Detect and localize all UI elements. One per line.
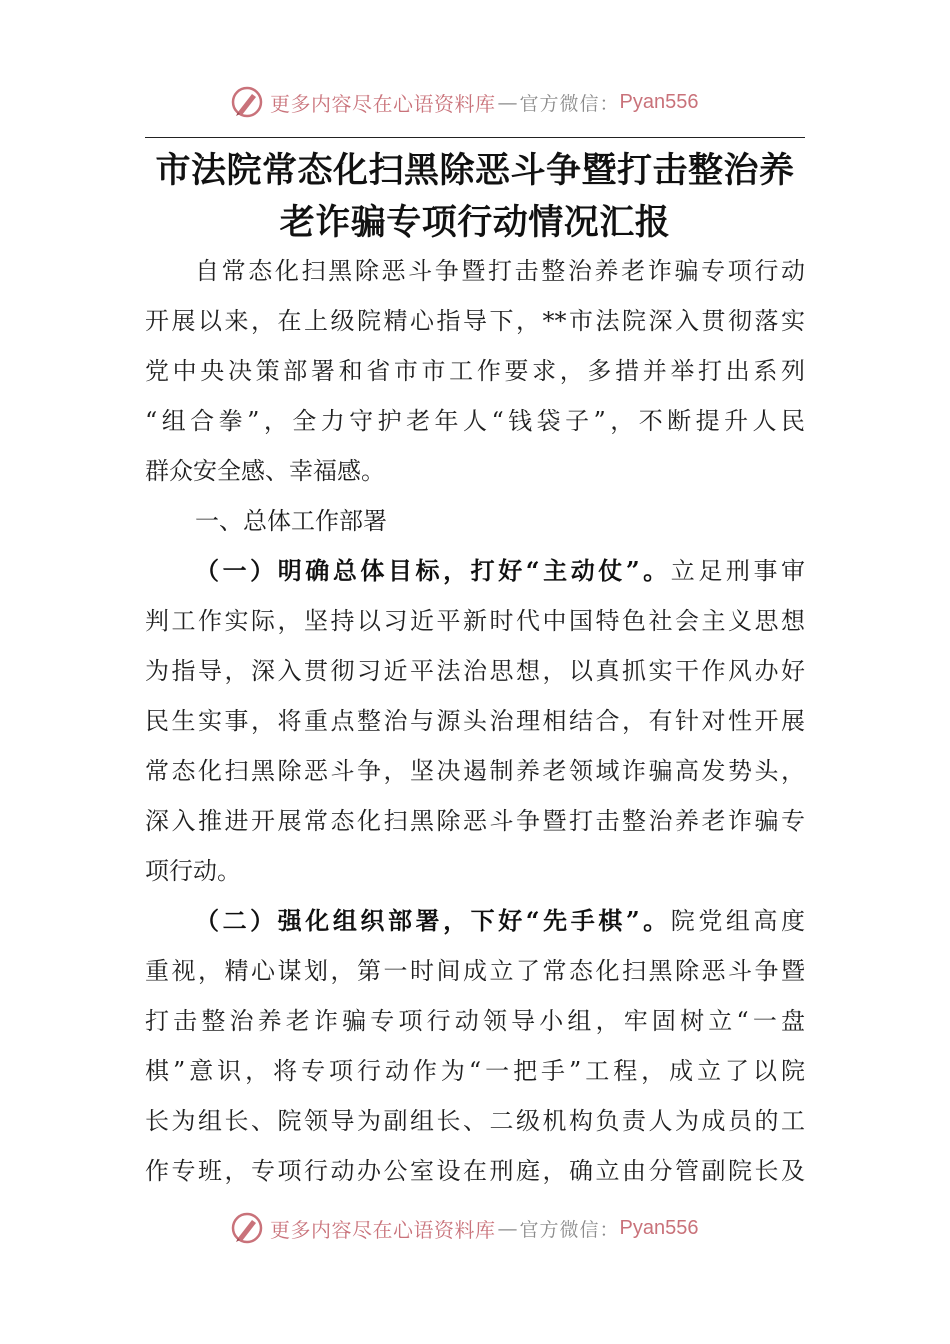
pen-logo-icon	[230, 1211, 264, 1245]
item1-line: 判工作实际，坚持以习近平新时代中国特色社会主义思想	[145, 607, 805, 635]
watermark-handle: Pyan556	[619, 1216, 699, 1239]
watermark-handle: Pyan556	[619, 90, 699, 113]
item1-line: 民生实事，将重点整治与源头治理相结合，有针对性开展	[145, 707, 805, 735]
watermark-label: 官方微信：	[519, 92, 620, 115]
intro-line: 党中央决策部署和省市市工作要求，多措并举打出系列	[145, 357, 805, 385]
watermark-banner-bottom	[230, 1208, 698, 1248]
watermark-label: 官方微信：	[519, 1218, 620, 1241]
item1-line: 项行动。	[145, 857, 241, 885]
item1-line: 为指导，深入贯彻习近平法治思想，以真抓实干作风办好	[145, 657, 805, 685]
item1-first-rest: 立足刑事审	[670, 557, 806, 585]
item1-line: 深入推进开展常态化扫黑除恶斗争暨打击整治养老诈骗专	[145, 807, 805, 835]
section-heading: 一、总体工作部署	[195, 507, 387, 535]
intro-line: 群众安全感、幸福感。	[145, 457, 385, 485]
watermark-dash: —	[497, 1216, 518, 1240]
watermark-slogan: 更多内容尽在心语资料库	[270, 1217, 496, 1242]
watermark-slogan: 更多内容尽在心语资料库	[270, 91, 496, 116]
item1-lead: （一）明确总体目标，打好“主动仗”。	[195, 556, 671, 585]
item2-line: 长为组长、院领导为副组长、二级机构负责人为成员的工	[145, 1107, 805, 1135]
intro-line: 自常态化扫黑除恶斗争暨打击整治养老诈骗专项行动	[195, 257, 805, 285]
title-line-1: 市法院常态化扫黑除恶斗争暨打击整治养	[155, 150, 795, 191]
item2-line: 重视，精心谋划，第一时间成立了常态化扫黑除恶斗争暨	[145, 957, 805, 985]
document-body	[145, 246, 805, 1196]
item2-first-rest: 院党组高度	[670, 907, 806, 935]
intro-line: 开展以来，在上级院精心指导下，**市法院深入贯彻落实	[145, 307, 805, 335]
item1-first-line	[145, 546, 805, 596]
title-line-2: 老诈骗专项行动情况汇报	[279, 202, 671, 243]
header-divider	[145, 137, 805, 138]
intro-line: “组合拳”，全力守护老年人“钱袋子”，不断提升人民	[145, 407, 805, 435]
page-title	[140, 145, 810, 249]
watermark-banner-top	[230, 82, 698, 122]
watermark-dash: —	[497, 90, 518, 114]
item2-line: 棋”意识，将专项行动作为“一把手”工程，成立了以院	[145, 1057, 805, 1085]
item2-line: 打击整治养老诈骗专项行动领导小组，牢固树立“一盘	[145, 1007, 805, 1035]
item2-lead: （二）强化组织部署，下好“先手棋”。	[195, 906, 671, 935]
pen-logo-icon	[230, 85, 264, 119]
item2-first-line	[145, 896, 805, 946]
item2-line: 作专班，专项行动办公室设在刑庭，确立由分管副院长及	[145, 1157, 805, 1185]
item1-line: 常态化扫黑除恶斗争，坚决遏制养老领域诈骗高发势头，	[145, 757, 805, 785]
